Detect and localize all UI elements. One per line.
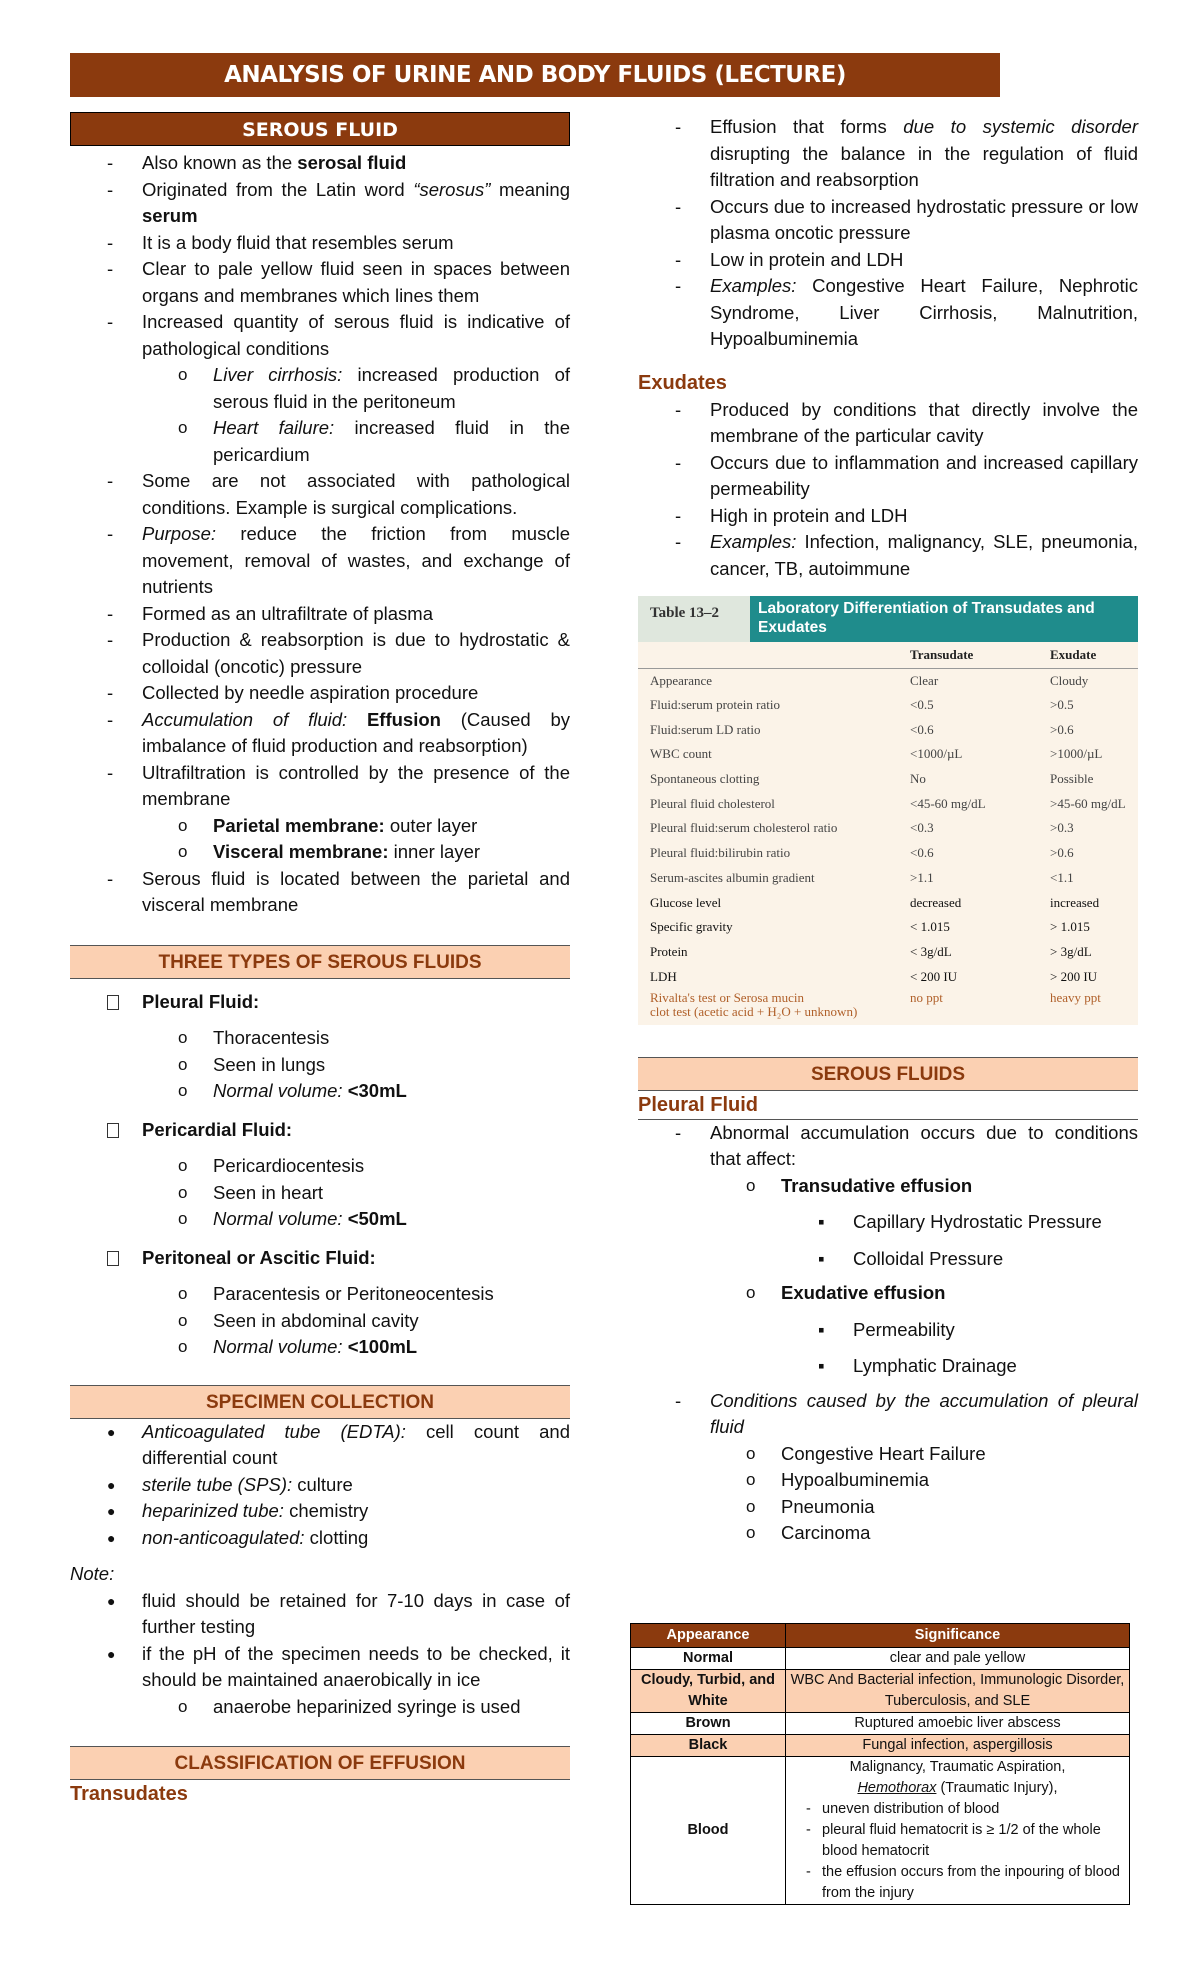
list-item: ● non-anticoagulated: clotting <box>70 1525 570 1552</box>
conditions-list <box>638 1441 1138 1547</box>
list-item: o Pneumonia <box>638 1494 1138 1521</box>
pleural-fluid-heading: Pleural Fluid: <box>70 989 570 1016</box>
list-item: o Seen in abdominal cavity <box>70 1308 570 1335</box>
list-item: - Ultrafiltration is controlled by the presence of the membrane <box>70 760 570 813</box>
right-column <box>638 112 1138 1547</box>
list-item: ● fluid should be retained for 7-10 days in case of further testing <box>70 1588 570 1641</box>
lab-differentiation-table <box>638 596 1138 1025</box>
pleural-fluid-label: Pleural Fluid <box>638 1091 1138 1120</box>
checkbox-icon <box>107 1123 119 1138</box>
classification-heading: CLASSIFICATION OF EFFUSION <box>70 1746 570 1780</box>
list-item: o Thoracentesis <box>70 1025 570 1052</box>
list-item: o Carcinoma <box>638 1520 1138 1547</box>
list-item: - Examples: Infection, malignancy, SLE, pneumonia, cancer, TB, autoimmune <box>638 529 1138 582</box>
list-item: - Produced by conditions that directly involve the membrane of the particular cavity <box>638 397 1138 450</box>
peritoneal-fluid-heading: Peritoneal or Ascitic Fluid: <box>70 1245 570 1272</box>
list-item: o Seen in lungs <box>70 1052 570 1079</box>
pericardial-fluid-heading: Pericardial Fluid: <box>70 1117 570 1144</box>
col-significance: Significance <box>786 1624 1130 1648</box>
list-item: o Heart failure: increased fluid in the pericardium <box>70 415 570 468</box>
table-row: Specific gravity < 1.015 > 1.015 <box>650 919 1090 935</box>
table-row: Cloudy, Turbid, and White WBC And Bacterial infection, Immunologic Disorder, Tuberculosis, and SLE <box>631 1670 1130 1713</box>
effusion-types-2 <box>638 1280 1138 1307</box>
list-item: - Formed as an ultrafiltrate of plasma <box>70 601 570 628</box>
list-item: o Transudative effusion <box>638 1173 1138 1200</box>
table-row: Glucose level decreased increased <box>650 894 1100 910</box>
serous-fluid-list <box>70 150 570 362</box>
col-exudate: Exudate <box>1038 642 1138 668</box>
pleural-list-2 <box>638 1388 1138 1441</box>
list-item: - Abnormal accumulation occurs due to conditions that affect: <box>638 1120 1138 1173</box>
pericardial-sublist <box>70 1153 570 1233</box>
list-item: - High in protein and LDH <box>638 503 1138 530</box>
list-item: ▪ Colloidal Pressure <box>638 1246 1138 1273</box>
appearance-table-wrap <box>630 1623 1130 1905</box>
table-row: WBC count <1000/µL >1000/µL <box>650 746 1103 762</box>
list-item: o Hypoalbuminemia <box>638 1467 1138 1494</box>
serous-fluid-heading: SEROUS FLUID <box>70 112 570 146</box>
note-label: Note: <box>70 1563 115 1584</box>
table-row: Pleural fluid:serum cholesterol ratio <0.3 >0.3 <box>650 820 1074 836</box>
table-row: Fluid:serum LD ratio <0.6 >0.6 <box>650 721 1074 737</box>
list-item: - Production & reabsorption is due to hydrostatic & colloidal (oncotic) pressure <box>70 627 570 680</box>
table-row: Blood Malignancy, Traumatic Aspiration, Hemothorax (Traumatic Injury), - uneven distribution of blood - pleural fluid hematocrit is ≥ 1/2 of the whole blood hematocrit - the effusion occurs from the inpouring of blood from the injury <box>631 1757 1130 1905</box>
list-item: - Originated from the Latin word “serosus” meaning serum <box>70 177 570 230</box>
list-item: o Visceral membrane: inner layer <box>70 839 570 866</box>
list-item: - Also known as the serosal fluid <box>70 150 570 177</box>
table-row: Protein < 3g/dL > 3g/dL <box>650 943 1092 959</box>
list-item: o Congestive Heart Failure <box>638 1441 1138 1468</box>
exudates-label: Exudates <box>638 371 727 394</box>
serous-fluid-list-3 <box>70 866 570 919</box>
list-item: ▪ Permeability <box>638 1317 1138 1344</box>
exudative-factors <box>638 1317 1138 1380</box>
table-title: Laboratory Differentiation of Transudates and Exudates <box>750 596 1138 642</box>
serous-fluids-heading: SEROUS FLUIDS <box>638 1057 1138 1091</box>
transudates-label: Transudates <box>70 1783 188 1805</box>
col-appearance: Appearance <box>631 1624 786 1648</box>
table-row: Pleural fluid:bilirubin ratio <0.6 >0.6 <box>650 845 1074 861</box>
pleural-sublist <box>70 1025 570 1105</box>
list-item: - Effusion that forms due to systemic disorder disrupting the balance in the regulation of fluid filtration and reabsorption <box>638 114 1138 194</box>
three-types-heading: THREE TYPES OF SEROUS FLUIDS <box>70 945 570 979</box>
note-list <box>70 1588 570 1694</box>
list-item: ▪ Capillary Hydrostatic Pressure <box>638 1209 1138 1236</box>
list-item: - Occurs due to increased hydrostatic pressure or low plasma oncotic pressure <box>638 194 1138 247</box>
transudative-factors <box>638 1209 1138 1272</box>
list-item: o Pericardiocentesis <box>70 1153 570 1180</box>
list-item: o Normal volume: <50mL <box>70 1206 570 1233</box>
specimen-list <box>70 1419 570 1552</box>
list-item: - Some are not associated with pathological conditions. Example is surgical complications. <box>70 468 570 521</box>
list-item: - Examples: Congestive Heart Failure, Nephrotic Syndrome, Liver Cirrhosis, Malnutrition, Hypoalbuminemia <box>638 273 1138 353</box>
list-item: o Parietal membrane: outer layer <box>70 813 570 840</box>
list-item: o Exudative effusion <box>638 1280 1138 1307</box>
transudates-list <box>638 114 1138 353</box>
table-row: Serum-ascites albumin gradient >1.1 <1.1 <box>650 869 1074 885</box>
list-item: o Paracentesis or Peritoneocentesis <box>70 1281 570 1308</box>
table-row: Black Fungal infection, aspergillosis <box>631 1735 1130 1757</box>
membrane-sublist <box>70 813 570 866</box>
list-item: ● Anticoagulated tube (EDTA): cell count and differential count <box>70 1419 570 1472</box>
col-transudate: Transudate <box>898 642 1038 668</box>
left-column <box>70 112 570 1808</box>
list-item: o Liver cirrhosis: increased production of serous fluid in the peritoneum <box>70 362 570 415</box>
list-item: o Normal volume: <30mL <box>70 1078 570 1105</box>
list-item: o Normal volume: <100mL <box>70 1334 570 1361</box>
list-item: - Collected by needle aspiration procedure <box>70 680 570 707</box>
table-row: Pleural fluid cholesterol <45-60 mg/dL >45-60 mg/dL <box>650 795 1126 811</box>
appearance-table <box>630 1623 1130 1905</box>
table-row: Spontaneous clotting No Possible <box>650 771 1094 787</box>
list-item: - Accumulation of fluid: Effusion (Caused by imbalance of fluid production and reabsorption) <box>70 707 570 760</box>
table-row: Fluid:serum protein ratio <0.5 >0.5 <box>650 697 1074 713</box>
table-row: LDH < 200 IU > 200 IU <box>650 968 1098 984</box>
list-item: - Occurs due to inflammation and increased capillary permeability <box>638 450 1138 503</box>
note-sublist <box>70 1694 570 1721</box>
list-item: - Serous fluid is located between the parietal and visceral membrane <box>70 866 570 919</box>
list-item: ● sterile tube (SPS): culture <box>70 1472 570 1499</box>
list-item: - Clear to pale yellow fluid seen in spaces between organs and membranes which lines them <box>70 256 570 309</box>
table-number: Table 13–2 <box>638 596 750 642</box>
table-row: Appearance Clear Cloudy <box>650 672 1089 688</box>
exudates-list <box>638 397 1138 583</box>
list-item: o Seen in heart <box>70 1180 570 1207</box>
list-item: - Conditions caused by the accumulation of pleural fluid <box>638 1388 1138 1441</box>
specimen-collection-heading: SPECIMEN COLLECTION <box>70 1385 570 1419</box>
pathology-sublist <box>70 362 570 468</box>
list-item: - Purpose: reduce the friction from muscle movement, removal of wastes, and exchange of nutrients <box>70 521 570 601</box>
list-item: - Increased quantity of serous fluid is indicative of pathological conditions <box>70 309 570 362</box>
table-row: Normal clear and pale yellow <box>631 1648 1130 1670</box>
list-item: ● heparinized tube: chemistry <box>70 1498 570 1525</box>
table-row: Brown Ruptured amoebic liver abscess <box>631 1713 1130 1735</box>
list-item: ● if the pH of the specimen needs to be checked, it should be maintained anaerobically in ice <box>70 1641 570 1694</box>
table-row: Rivalta's test or Serosa mucin clot test (acetic acid + H₂O + unknown) no ppt heavy ppt <box>650 989 1101 1019</box>
list-item: o anaerobe heparinized syringe is used <box>70 1694 570 1721</box>
peritoneal-sublist <box>70 1281 570 1361</box>
list-item: ▪ Lymphatic Drainage <box>638 1353 1138 1380</box>
serous-fluid-list-2 <box>70 468 570 813</box>
list-item: - It is a body fluid that resembles serum <box>70 230 570 257</box>
pleural-list <box>638 1120 1138 1173</box>
checkbox-icon <box>107 995 119 1010</box>
document-title: ANALYSIS OF URINE AND BODY FLUIDS (LECTURE) <box>70 53 1000 97</box>
effusion-types <box>638 1173 1138 1200</box>
checkbox-icon <box>107 1251 119 1266</box>
list-item: - Low in protein and LDH <box>638 247 1138 274</box>
